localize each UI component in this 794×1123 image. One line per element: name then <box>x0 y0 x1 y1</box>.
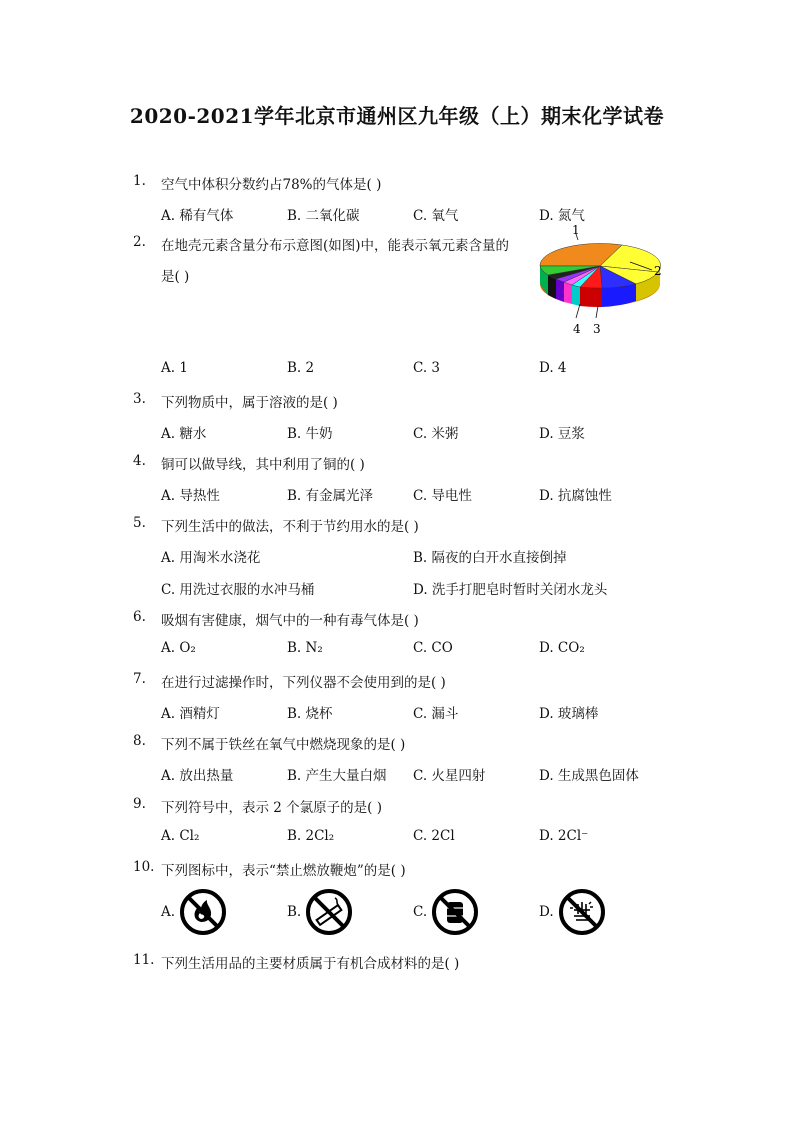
question-number: 8. <box>133 733 146 749</box>
option-label: D. <box>539 904 554 920</box>
no-fireworks-icon <box>558 888 606 936</box>
option-c[interactable]: C. 火星四射 <box>413 768 486 784</box>
question-number: 3. <box>133 391 146 407</box>
question-number: 9. <box>133 796 146 812</box>
option-d[interactable]: D. 抗腐蚀性 <box>539 488 612 504</box>
option-a[interactable]: A. 放出热量 <box>161 768 234 784</box>
pie-label-4: 4 <box>573 322 581 336</box>
option-a[interactable]: A. Cl₂ <box>161 828 200 844</box>
option-c[interactable]: C. 3 <box>413 360 441 376</box>
option-b[interactable]: B. 有金属光泽 <box>287 488 374 504</box>
question-number: 7. <box>133 671 146 687</box>
option-a[interactable] <box>161 888 227 936</box>
option-c[interactable]: C. CO <box>413 640 453 656</box>
question-11 <box>133 952 460 972</box>
option-a[interactable]: A. 稀有气体 <box>161 208 234 224</box>
question-stem: 在进行过滤操作时，下列仪器不会使用到的是( ) <box>161 675 446 691</box>
option-a[interactable]: A. O₂ <box>161 640 196 656</box>
option-c[interactable] <box>413 888 479 936</box>
question-3 <box>133 391 338 411</box>
question-stem: 下列图标中，表示“禁止燃放鞭炮”的是( ) <box>161 863 406 879</box>
option-label: C. <box>413 904 428 920</box>
question-stem: 空气中体积分数约占78%的气体是( ) <box>161 177 382 193</box>
option-d[interactable]: D. CO₂ <box>539 640 585 656</box>
option-c[interactable]: C. 用洗过衣服的水冲马桶 <box>161 582 315 598</box>
question-number: 2. <box>133 234 146 250</box>
option-d[interactable]: D. 洗手打肥皂时暂时关闭水龙头 <box>413 582 608 598</box>
option-a[interactable]: A. 1 <box>161 360 188 376</box>
question-stem: 下列物质中，属于溶液的是( ) <box>161 395 338 411</box>
question-5 <box>133 515 419 535</box>
option-c[interactable]: C. 导电性 <box>413 488 472 504</box>
question-number: 5. <box>133 515 146 531</box>
question-1 <box>133 173 382 193</box>
option-d[interactable]: D. 生成黑色固体 <box>539 768 639 784</box>
question-stem-continued: 是( ) <box>161 269 190 285</box>
option-a[interactable]: A. 酒精灯 <box>161 706 220 722</box>
no-smoking-icon <box>305 888 353 936</box>
pie-label-3: 3 <box>593 322 601 336</box>
pie-label-1: 1 <box>572 223 580 237</box>
question-number: 1. <box>133 173 146 189</box>
question-7 <box>133 671 446 691</box>
option-b[interactable]: B. N₂ <box>287 640 323 656</box>
question-number: 10. <box>133 859 155 875</box>
option-b[interactable]: B. 烧杯 <box>287 706 333 722</box>
question-6 <box>133 609 419 629</box>
question-8 <box>133 733 406 753</box>
option-a[interactable]: A. 导热性 <box>161 488 220 504</box>
question-4 <box>133 453 365 473</box>
option-b[interactable] <box>287 888 353 936</box>
option-b[interactable]: B. 隔夜的白开水直接倒掉 <box>413 550 567 566</box>
option-b[interactable]: B. 产生大量白烟 <box>287 768 387 784</box>
question-stem: 在地壳元素含量分布示意图(如图)中，能表示氧元素含量的 <box>161 238 510 254</box>
option-d[interactable]: D. 4 <box>539 360 567 376</box>
no-flammable-icon <box>431 888 479 936</box>
option-b[interactable]: B. 2Cl₂ <box>287 828 335 844</box>
option-c[interactable]: C. 米粥 <box>413 426 459 442</box>
option-b[interactable]: B. 2 <box>287 360 315 376</box>
option-d[interactable] <box>539 888 606 936</box>
option-c[interactable]: C. 漏斗 <box>413 706 459 722</box>
question-stem: 下列生活中的做法，不利于节约用水的是( ) <box>161 519 419 535</box>
option-c[interactable]: C. 2Cl <box>413 828 455 844</box>
option-d[interactable]: D. 玻璃棒 <box>539 706 599 722</box>
option-d[interactable]: D. 氮气 <box>539 208 585 224</box>
option-c[interactable]: C. 氧气 <box>413 208 459 224</box>
no-fire-icon <box>179 888 227 936</box>
option-b[interactable]: B. 牛奶 <box>287 426 333 442</box>
question-number: 4. <box>133 453 146 469</box>
page-title: 2020-2021学年北京市通州区九年级（上）期末化学试卷 <box>129 104 665 128</box>
option-d[interactable]: D. 豆浆 <box>539 426 585 442</box>
question-stem: 铜可以做导线，其中利用了铜的( ) <box>161 457 365 473</box>
crust-element-pie-chart <box>530 222 670 342</box>
question-stem: 下列生活用品的主要材质属于有机合成材料的是( ) <box>161 956 460 972</box>
question-2 <box>133 234 510 254</box>
option-d[interactable]: D. 2Cl⁻ <box>539 828 589 844</box>
option-label: B. <box>287 904 302 920</box>
option-label: A. <box>161 904 176 920</box>
question-10 <box>133 859 406 879</box>
option-a[interactable]: A. 用淘米水浇花 <box>161 550 261 566</box>
question-stem: 下列符号中，表示 2 个氯原子的是( ) <box>161 800 382 816</box>
option-a[interactable]: A. 糖水 <box>161 426 207 442</box>
question-number: 6. <box>133 609 146 625</box>
pie-label-2: 2 <box>654 264 662 278</box>
option-b[interactable]: B. 二氧化碳 <box>287 208 360 224</box>
question-number: 11. <box>133 952 155 968</box>
question-stem: 下列不属于铁丝在氧气中燃烧现象的是( ) <box>161 737 406 753</box>
question-9 <box>133 796 382 816</box>
question-stem: 吸烟有害健康，烟气中的一种有毒气体是( ) <box>161 613 419 629</box>
